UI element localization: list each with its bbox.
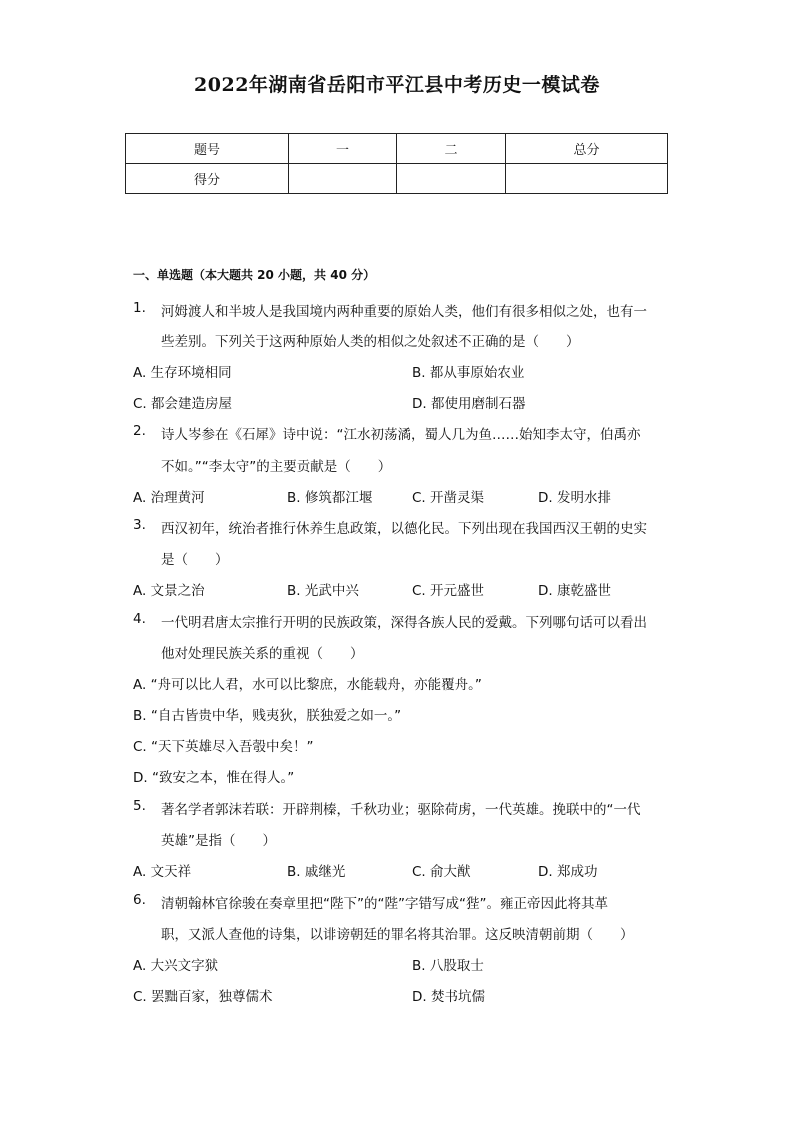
option-c[interactable]: C. 罢黜百家，独尊儒术 [133, 989, 273, 1005]
question-text-line: 著名学者郭沫若联：开辟荆榛，千秋功业；驱除荷虏，一代英雄。挽联中的“一代 [161, 802, 641, 818]
option-d[interactable]: D. 康乾盛世 [538, 583, 611, 599]
option-c[interactable]: C. 开凿灵渠 [412, 490, 485, 506]
option-c[interactable]: C. 俞大猷 [412, 864, 471, 880]
option-d[interactable]: D. 郑成功 [538, 864, 598, 880]
score-table [125, 133, 668, 194]
question-text-line: 诗人岑参在《石犀》诗中说：“江水初荡潏，蜀人几为鱼……始知李太守，伯禹亦 [161, 427, 641, 443]
option-d[interactable]: D. 焚书坑儒 [412, 989, 485, 1005]
question-text-line: 他对处理民族关系的重视（ ） [161, 646, 364, 662]
question-text-line: 是（ ） [161, 552, 229, 568]
question-number: 2. [133, 423, 146, 439]
page-title: 2022年湖南省岳阳市平江县中考历史一模试卷 [194, 74, 600, 96]
score-table-header-cell: 总分 [506, 134, 668, 164]
option-b[interactable]: B. 八股取士 [412, 958, 484, 974]
score-cell [289, 164, 397, 194]
question-text-line: 清朝翰林官徐骏在奏章里把“陛下”的“陛”字错写成“狴”。雍正帝因此将其革 [161, 896, 608, 912]
option-b[interactable]: B. 修筑都江堰 [287, 490, 373, 506]
option-c[interactable]: C. “天下英雄尽入吾彀中矣！” [133, 739, 314, 755]
score-row-label: 得分 [126, 164, 289, 194]
question-text-line: 职，又派人查他的诗集，以诽谤朝廷的罪名将其治罪。这反映清朝前期（ ） [161, 927, 634, 943]
score-table-header-cell: 二 [397, 134, 506, 164]
option-b[interactable]: B. “自古皆贵中华，贱夷狄，朕独爱之如一。” [133, 708, 402, 724]
score-cell [506, 164, 668, 194]
section-heading: 一、单选题（本大题共 20 小题，共 40 分） [133, 268, 376, 282]
question-number: 4. [133, 611, 146, 627]
question-text-line: 不如。”“李太守”的主要贡献是（ ） [161, 459, 392, 475]
question-number: 1. [133, 300, 146, 316]
score-table-header-cell: 一 [289, 134, 397, 164]
option-a[interactable]: A. 文天祥 [133, 864, 192, 880]
option-b[interactable]: B. 光武中兴 [287, 583, 359, 599]
option-b[interactable]: B. 戚继光 [287, 864, 346, 880]
option-a[interactable]: A. 生存环境相同 [133, 365, 232, 381]
question-text-line: 一代明君唐太宗推行开明的民族政策，深得各族人民的爱戴。下列哪句话可以看出 [161, 615, 647, 631]
question-text-line: 河姆渡人和半坡人是我国境内两种重要的原始人类，他们有很多相似之处，也有一 [161, 304, 647, 320]
question-number: 3. [133, 517, 146, 533]
question-number: 5. [133, 798, 146, 814]
option-a[interactable]: A. 文景之治 [133, 583, 205, 599]
option-d[interactable]: D. 发明水排 [538, 490, 611, 506]
question-number: 6. [133, 892, 146, 908]
option-d[interactable]: D. 都使用磨制石器 [412, 396, 526, 412]
option-d[interactable]: D. “致安之本，惟在得人。” [133, 770, 295, 786]
option-b[interactable]: B. 都从事原始农业 [412, 365, 525, 381]
score-table-header-row [126, 134, 668, 164]
question-text-line: 西汉初年，统治者推行休养生息政策，以德化民。下列出现在我国西汉王朝的史实 [161, 521, 647, 537]
option-a[interactable]: A. “舟可以比人君，水可以比黎庶，水能载舟，亦能覆舟。” [133, 677, 482, 693]
question-text-line: 些差别。下列关于这两种原始人类的相似之处叙述不正确的是（ ） [161, 334, 580, 350]
option-a[interactable]: A. 治理黄河 [133, 490, 205, 506]
option-a[interactable]: A. 大兴文字狱 [133, 958, 219, 974]
score-table-header-cell: 题号 [126, 134, 289, 164]
option-c[interactable]: C. 开元盛世 [412, 583, 485, 599]
option-c[interactable]: C. 都会建造房屋 [133, 396, 233, 412]
score-cell [397, 164, 506, 194]
score-table-score-row [126, 164, 668, 194]
question-text-line: 英雄”是指（ ） [161, 833, 276, 849]
